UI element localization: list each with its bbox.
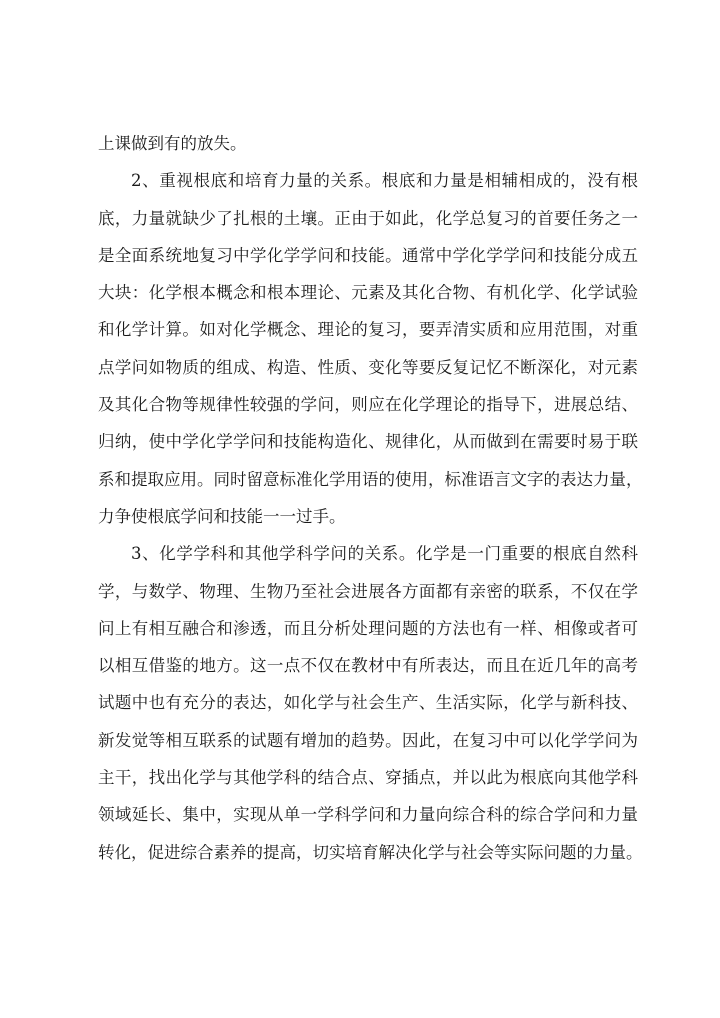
text-line: 新发觉等相互联系的试题有增加的趋势。因此，在复习中可以化学学问为: [98, 730, 638, 750]
text-line: 上课做到有的放失。: [98, 134, 247, 153]
text-line: 底，力量就缺少了扎根的土壤。正由于如此，化学总复习的首要任务之一: [98, 208, 638, 228]
text-line: 主干，找出化学与其他学科的结合点、穿插点，并以此为根底向其他学科: [98, 768, 638, 788]
text-line: 归纳，使中学化学学问和技能构造化、规律化，从而做到在需要时易于联: [98, 432, 638, 452]
text-line: 点学问如物质的组成、构造、性质、变化等要反复记忆不断深化，对元素: [98, 357, 638, 377]
text-line: 问上有相互融合和渗透，而且分析处理问题的方法也有一样、相像或者可: [98, 618, 638, 638]
text-line: 试题中也有充分的表达，如化学与社会生产、生活实际，化学与新科技、: [98, 693, 638, 713]
paragraph-2-first-line: 2、重视根底和培育力量的关系。根底和力量是相辅相成的，没有根: [131, 171, 638, 191]
text-line: 学，与数学、物理、生物乃至社会进展各方面都有亲密的联系，不仅在学: [98, 581, 638, 601]
text-line: 和化学计算。如对化学概念、理论的复习，要弄清实质和应用范围，对重: [98, 320, 638, 340]
text-line: 转化，促进综合素养的提高，切实培育解决化学与社会等实际问题的力量。: [98, 842, 643, 862]
text-line: 以相互借鉴的地方。这一点不仅在教材中有所表达，而且在近几年的高考: [98, 656, 638, 676]
text-line: 力争使根底学问和技能一一过手。: [98, 506, 346, 526]
text-line: 是全面系统地复习中学化学学问和技能。通常中学化学学问和技能分成五: [98, 245, 638, 265]
text-line: 领域延长、集中，实现从单一学科学问和力量向综合科的综合学问和力量: [98, 805, 638, 825]
text-line: 及其化合物等规律性较强的学问，则应在化学理论的指导下，进展总结、: [98, 395, 638, 415]
document-body: [98, 125, 643, 871]
paragraph-3-first-line: 3、化学学科和其他学科学问的关系。化学是一门重要的根底自然科: [131, 544, 638, 564]
text-line: 大块：化学根本概念和根本理论、元素及其化合物、有机化学、化学试验: [98, 283, 638, 303]
text-line: 系和提取应用。同时留意标准化学用语的使用，标准语言文字的表达力量，: [98, 469, 643, 489]
